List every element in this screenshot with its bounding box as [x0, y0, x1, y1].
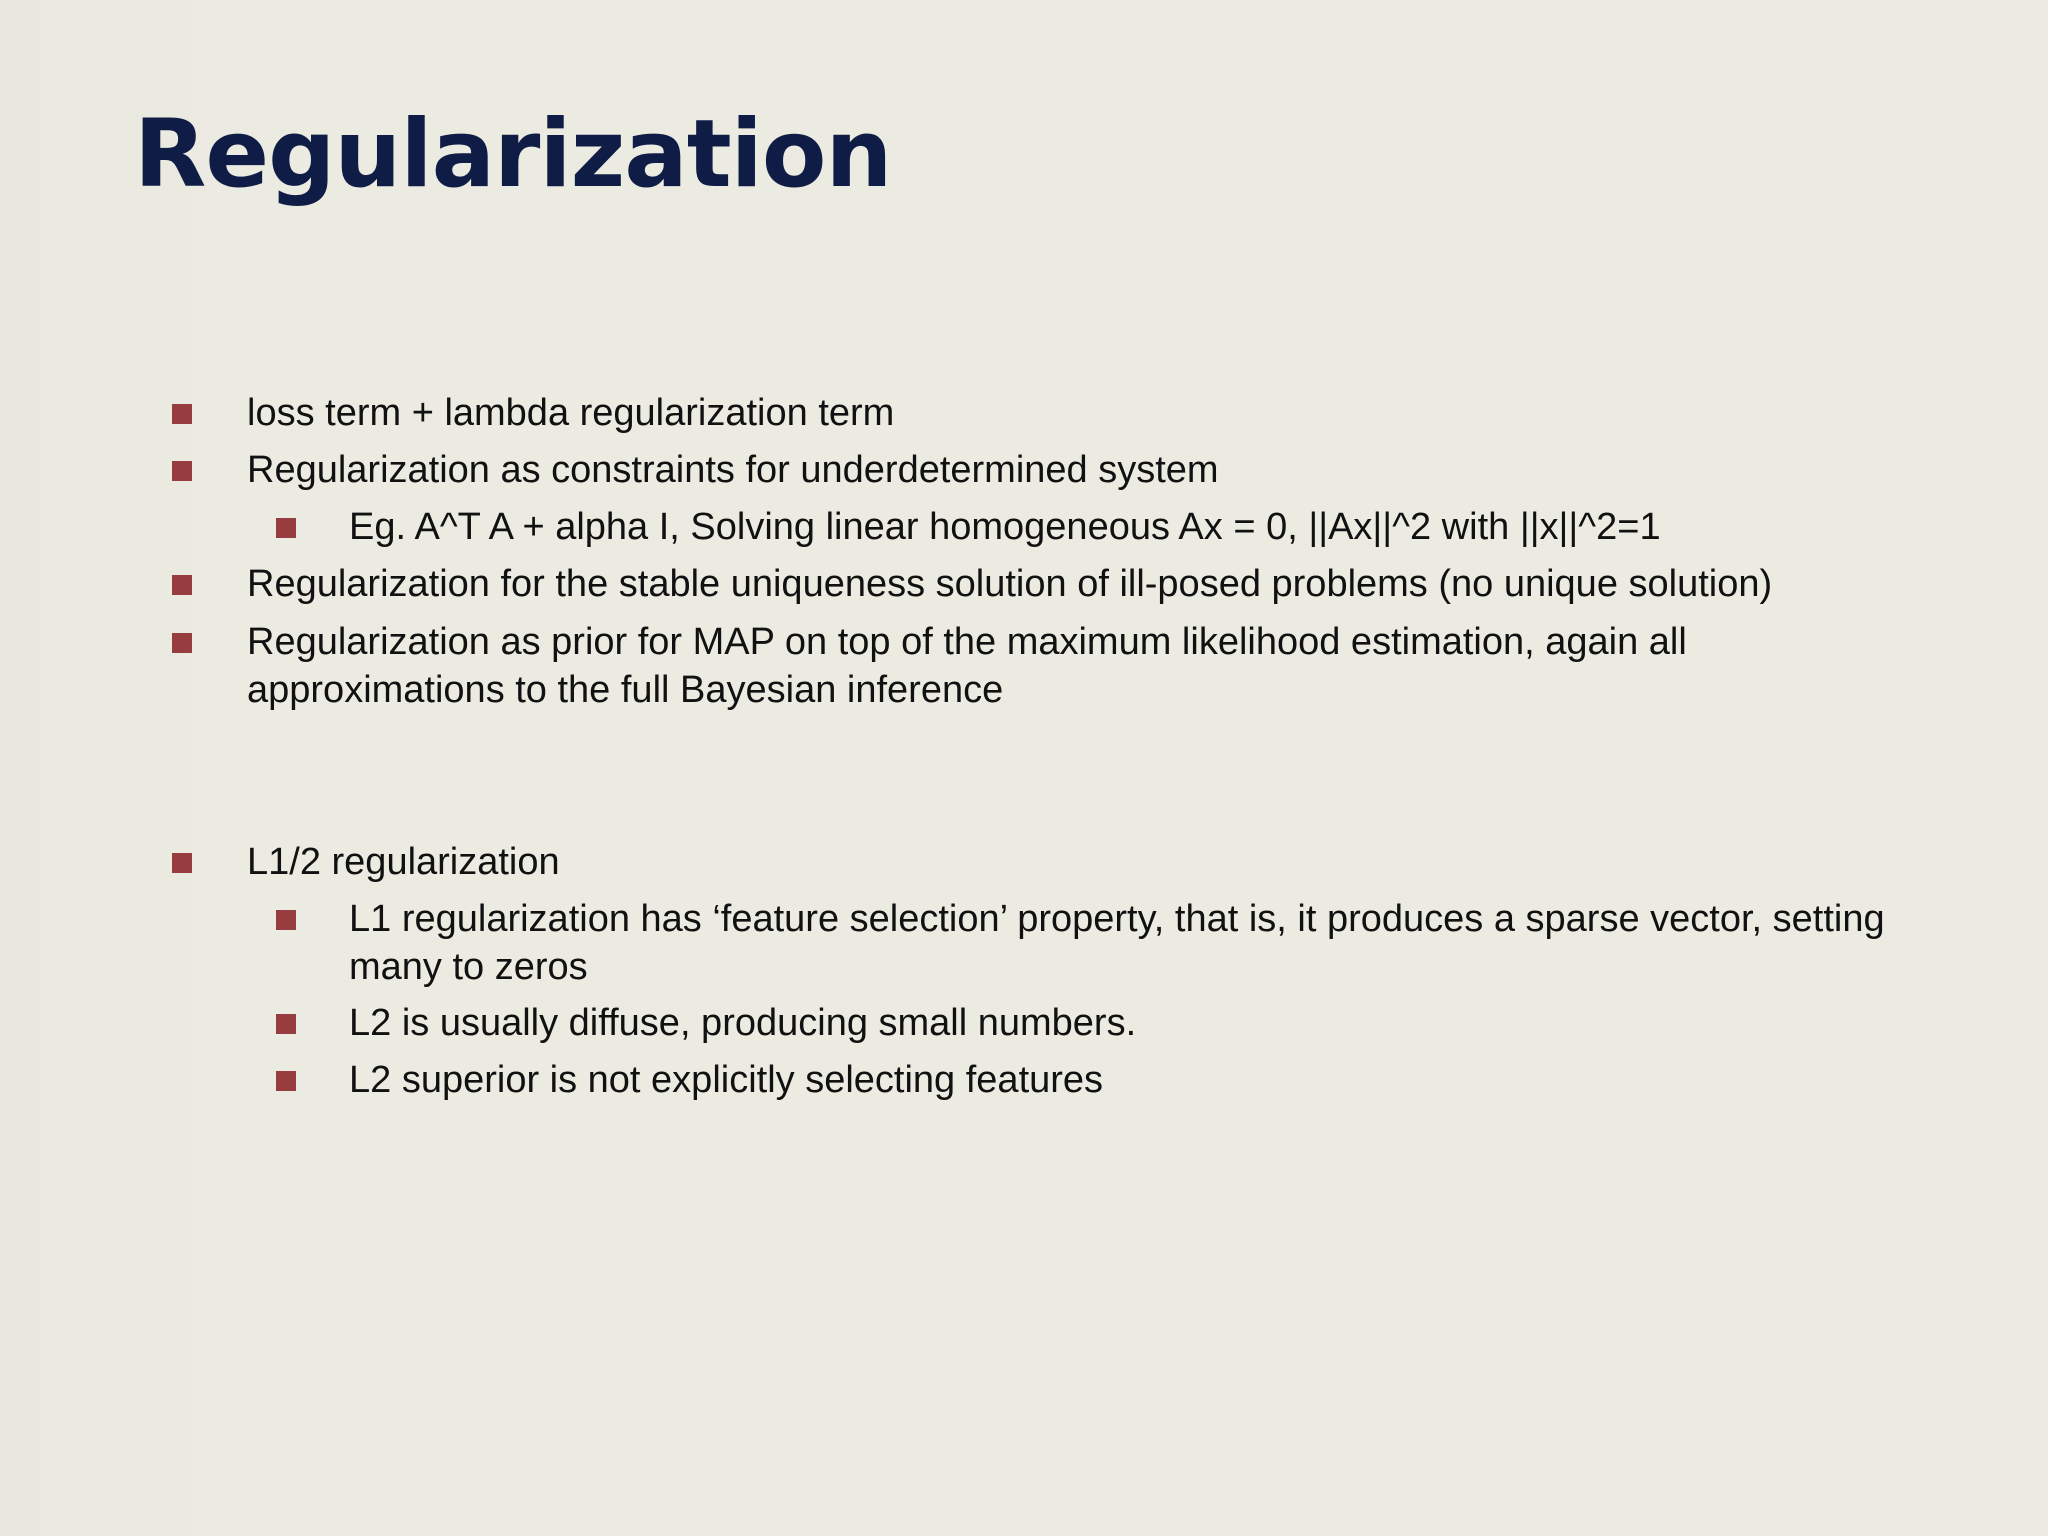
bullet-text: L1 regularization has ‘feature selection’ property, that is, it produces a sparse vector, setting many to zeros — [349, 898, 1885, 988]
square-bullet-icon — [276, 518, 296, 538]
bullet-text: L1/2 regularization — [247, 841, 560, 883]
bullet-item — [247, 446, 1887, 494]
sub-bullet-item — [349, 1056, 1889, 1104]
bullet-text: L2 superior is not explicitly selecting features — [349, 1059, 1104, 1101]
bullet-text: L2 is usually diffuse, producing small numbers. — [349, 1002, 1137, 1044]
square-bullet-icon — [172, 461, 192, 481]
bullet-item — [247, 389, 1887, 437]
square-bullet-icon — [276, 910, 296, 930]
sub-bullet-item — [349, 503, 1889, 551]
bullet-text: Regularization as constraints for underdetermined system — [247, 449, 1219, 491]
sub-bullet-item — [349, 895, 1889, 991]
bullet-text: Regularization as prior for MAP on top of the maximum likelihood estimation, again all approximations to the full Bayesian inference — [247, 621, 1687, 711]
square-bullet-icon — [172, 404, 192, 424]
square-bullet-icon — [276, 1071, 296, 1091]
square-bullet-icon — [276, 1014, 296, 1034]
bullet-text: Regularization for the stable uniqueness solution of ill-posed problems (no unique solution) — [247, 563, 1773, 605]
bullet-text: loss term + lambda regularization term — [247, 392, 895, 434]
bullet-item — [247, 838, 1887, 886]
bullet-item — [247, 560, 1887, 608]
bullet-text: Eg. A^T A + alpha I, Solving linear homogeneous Ax = 0, ||Ax||^2 with ||x||^2=1 — [349, 506, 1661, 548]
sub-bullet-item — [349, 999, 1889, 1047]
bullet-item — [247, 618, 1887, 714]
slide-title: Regularization — [134, 100, 892, 209]
square-bullet-icon — [172, 575, 192, 595]
square-bullet-icon — [172, 853, 192, 873]
square-bullet-icon — [172, 633, 192, 653]
